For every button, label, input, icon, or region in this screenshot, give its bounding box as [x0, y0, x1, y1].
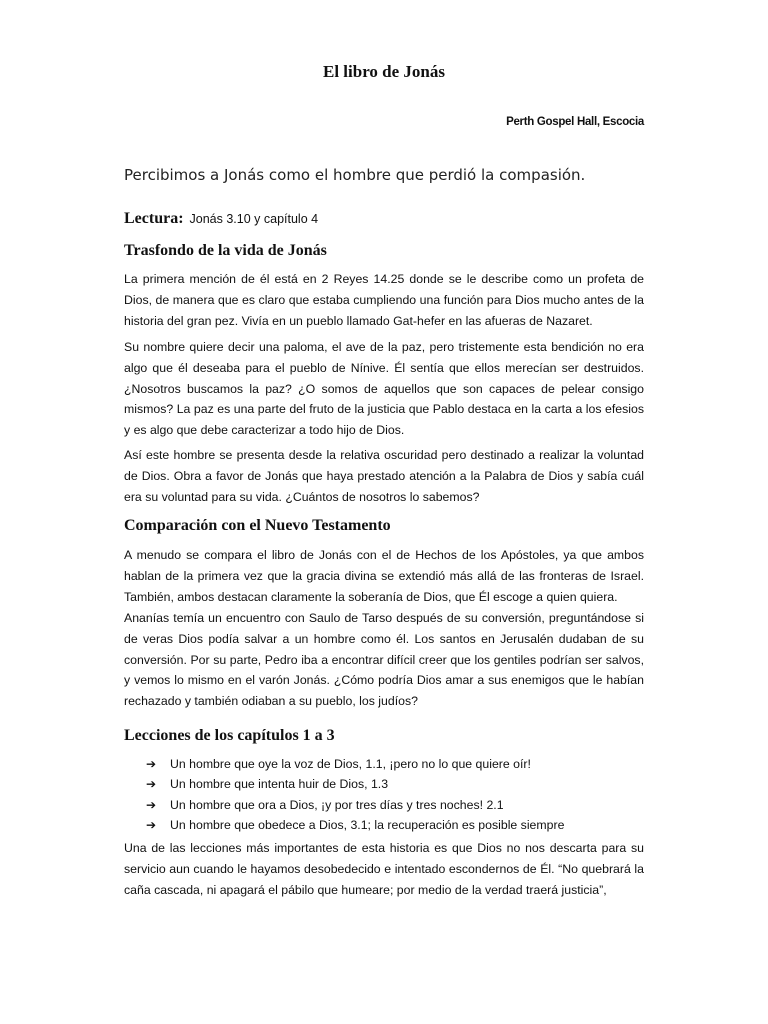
list-item	[146, 795, 564, 815]
list-item-text: Un hombre que ora a Dios, ¡y por tres días y tres noches! 2.1	[170, 797, 504, 812]
paragraph: Ananías temía un encuentro con Saulo de Tarso después de su conversión, preguntándose si de veras Dios podía salvar a un hombre como él. Los santos en Jerusalén dudaban de su conversión. Por su parte, Pedro iba a encontrar difícil creer que los gentiles podrían ser salvos, y vemos lo mismo en el varón Jonás. ¿Cómo podría Dios amar a sus enemigos que le habían rechazado y también odiaban a su pueblo, los judíos?	[124, 611, 644, 709]
reading-reference	[124, 210, 318, 228]
list-item	[146, 815, 564, 835]
list-item-text: Un hombre que obedece a Dios, 3.1; la recuperación es posible siempre	[170, 817, 565, 832]
paragraph: La primera mención de él está en 2 Reyes 14.25 donde se le describe como un profeta de Dios, de manera que es claro que estaba cumpliendo una función para Dios mucho antes de la historia del gran pez. Vivía en un pueblo llamado Gat-hefer en las afueras de Nazaret.	[124, 272, 644, 328]
paragraph: Su nombre quiere decir una paloma, el ave de la paz, pero tristemente esta bendición no era algo que él deseaba para el pueblo de Nínive. Él sentía que ellos merecían ser destruidos. ¿Nosotros buscamos la paz? ¿O somos de aquellos que son capaces de pelear consigo mismos? La paz es una parte del fruto de la justicia que Pablo destaca en la carta a los efesios y es algo que debe caracterizar a todo hijo de Dios.	[124, 340, 644, 438]
reading-label: Lectura:	[124, 210, 184, 227]
arrow-right-icon: ➔	[146, 797, 157, 812]
arrow-right-icon: ➔	[146, 817, 157, 832]
document-title: El libro de Jonás	[322, 62, 446, 81]
list-item-text: Un hombre que oye la voz de Dios, 1.1, ¡pero no lo que quiere oír!	[170, 757, 531, 771]
section-heading-background: Trasfondo de la vida de Jonás	[124, 242, 327, 259]
lessons-list	[146, 754, 564, 835]
section-heading-comparison: Comparación con el Nuevo Testamento	[124, 517, 391, 534]
document-author: Perth Gospel Hall, Escocia	[506, 116, 644, 128]
intro-sentence: Percibimos a Jonás como el hombre que perdió la compasión.	[124, 166, 586, 184]
paragraph: Así este hombre se presenta desde la relativa oscuridad pero destinado a realizar la voluntad de Dios. Obra a favor de Jonás que haya prestado atención a la Palabra de Dios y sabía cuál era su voluntad para su vida. ¿Cuántos de nosotros lo sabemos?	[124, 448, 644, 504]
list-item	[146, 754, 564, 774]
list-item-text: Un hombre que intenta huir de Dios, 1.3	[170, 777, 389, 792]
paragraph: A menudo se compara el libro de Jonás con el de Hechos de los Apóstoles, ya que ambos hablan de la primera vez que la gracia divina se extendió más allá de las fronteras de Israel. También, ambos destacan claramente la soberanía de Dios, que Él escoge a quien quiera.	[124, 548, 644, 604]
section-heading-lessons: Lecciones de los capítulos 1 a 3	[124, 727, 335, 744]
arrow-right-icon: ➔	[146, 777, 157, 792]
paragraph: Una de las lecciones más importantes de esta historia es que Dios no nos descarta para su servicio aun cuando le hayamos desobedecido e intentado escondernos de Él. “No quebrará la caña cascada, ni apagará el pábilo que humeare; por medio de la verdad traerá justicia”,	[124, 841, 644, 897]
reading-passage: Jonás 3.10 y capítulo 4	[189, 212, 319, 226]
list-item	[146, 774, 564, 794]
arrow-right-icon: ➔	[146, 757, 157, 771]
